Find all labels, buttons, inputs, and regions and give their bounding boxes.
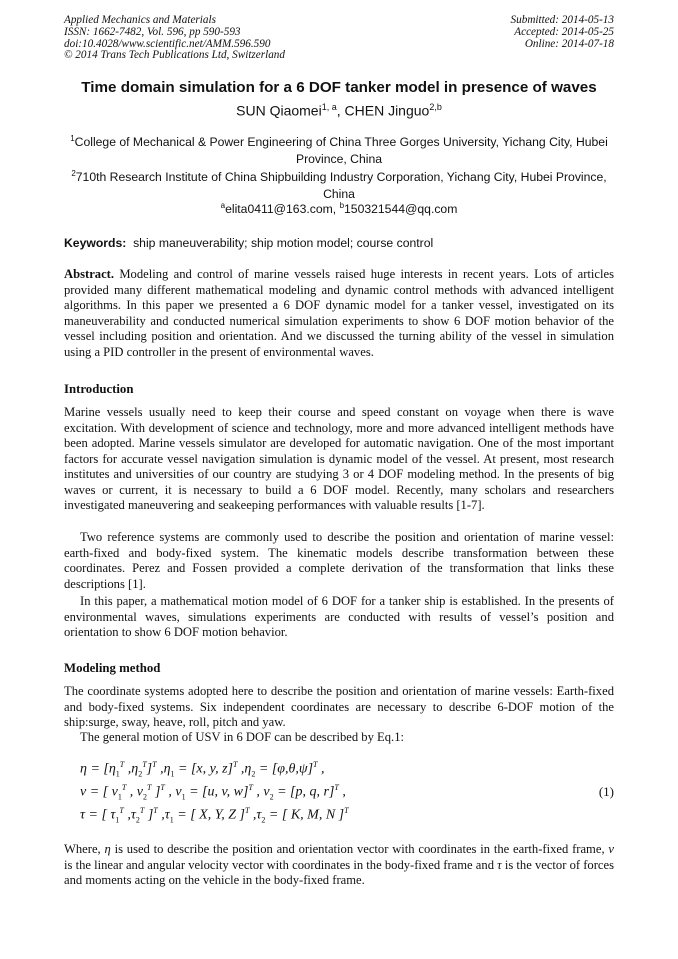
email-1: elita0411@163.com, [225,202,340,217]
eq-subscript: 2 [143,792,147,802]
explanation-text: is used to describe the position and orientation vector with coordinates in the earth-fixed frame, [110,842,609,856]
online-date: Online: 2014-07-18 [524,37,614,50]
eq-term: , [338,784,346,800]
equation-line-v [80,783,346,801]
equation-line-eta [80,760,325,778]
symbol-tau: τ [497,857,502,872]
eq-subscript: 1 [170,769,175,779]
eq-term: , v [252,784,270,800]
eq-subscript: 2 [138,769,143,779]
affiliation-2 [64,165,614,203]
section-heading-modeling: Modeling method [64,661,161,675]
eq-term: , [317,761,325,777]
eq-subscript: 1 [115,769,120,779]
eq-subscript: 1 [169,815,174,825]
explanation-text: is the linear and angular velocity vector with coordinates in the body-fixed frame and [64,857,498,872]
eq-superscript: T [232,760,238,769]
eq-term: = [x, y, z] [174,761,233,777]
keywords-text: ship maneuverability; ship motion model; course control [126,236,434,250]
eq-subscript: 1 [117,792,122,802]
journal-name: Applied Mechanics and Materials [64,14,216,26]
affiliation-1-mark: 1 [70,134,75,143]
author-1-affiliation-mark: 1, a [321,102,337,112]
author-1: SUN Qiaomei [236,102,322,119]
eq-symbol: η [80,761,87,777]
eq-term: , v [164,784,182,800]
eq-term: ,τ [249,807,262,823]
affiliation-1 [64,130,614,168]
eq-term: = [ v [86,784,118,800]
accepted-date: Accepted: 2014-05-25 [514,25,614,38]
eq-superscript: T [147,783,152,792]
eq-superscript: T [139,806,145,815]
author-2-affiliation-mark: 2,b [429,102,442,112]
keywords [64,236,433,250]
eq-term: ] [144,807,154,823]
affiliation-2-text: 710th Research Institute of China Shipbuilding Industry Corporation, Yichang City, Hubei Province, China [75,170,607,202]
eq-superscript: T [313,760,318,769]
paper-title: Time domain simulation for a 6 DOF tanker model in presence of waves [81,79,597,96]
eq-term: ,τ [157,807,170,823]
equation-number: (1) [598,784,614,799]
email-2: 150321544@qq.com [344,202,458,217]
journal-issn: ISSN: 1662-7482, Vol. 596, pp 590-593 [64,25,241,38]
eq-term: = [p, q, r] [273,784,335,800]
eq-subscript: 2 [269,792,274,802]
journal-copyright: © 2014 Trans Tech Publications Ltd, Switzerland [64,49,285,62]
eq-superscript: T [119,806,124,815]
author-emails [64,201,614,216]
modeling-paragraph-1: The coordinate systems adopted here to describe the position and orientation of marine vessels: Earth-fixed and body-fixed systems. Six independent coordinates are necessary to describe 6-DOF motion of the ship:surge, sway, heave, roll, pitch and yaw. [64,684,614,729]
journal-doi: doi:10.4028/www.scientific.net/AMM.596.590 [64,37,271,50]
eq-term: = [ X, Y, Z ] [173,807,245,823]
eq-superscript: T [121,783,127,792]
eq-subscript: 2 [135,815,140,825]
eq-symbol: v [80,784,87,800]
eq-superscript: T [142,760,147,769]
symbol-v: v [608,842,614,856]
introduction-paragraph-2: Two reference systems are commonly used to describe the position and orientation of marine vessel: earth-fixed and body-fixed system. The kinematic models describe transformation between these coordinates. Perez and Fossen provided a complete derivation of the transformation that links these descriptions [1]. [64,530,614,591]
eq-subscript: 2 [251,769,256,779]
abstract-label: Abstract. [64,267,115,281]
eq-superscript: T [244,806,250,815]
abstract-text: Modeling and control of marine vessels raised huge interests in recent years. Lots of articles provided many different mathematical modeling and dynamic control methods with advanced intelligent algorithms. In this paper we presented a 6 DOF dynamic model for a tanker vessel, investigated on its maneuverability and conducted numerical simulation experiments to show 6 DOF motion behavior of the vessel including position and orientation. And we discussed the turning ability of the vessel in simulation using a PID controller in the present of environmental waves. [64,267,614,359]
eq-term: = [η [86,761,116,777]
submitted-date: Submitted: 2014-05-13 [510,14,614,26]
keywords-label: Keywords: [64,236,127,250]
abstract [64,267,614,360]
eq-term: = [u, v, w] [185,784,249,800]
eq-superscript: T [344,806,349,815]
eq-superscript: T [119,760,125,769]
explanation-text: is the vector of forces and moments acting on the vehicle in the body-fixed frame. [64,857,614,887]
affiliation-2-mark: 2 [71,169,76,178]
email-1-mark: a [220,201,226,210]
eq-subscript: 2 [261,815,266,825]
eq-term: , v [126,784,143,800]
equation-line-tau [80,806,349,824]
journal-metadata [64,15,285,62]
eq-term: ,η [156,761,171,777]
eq-term: ,τ [123,807,136,823]
email-2-mark: b [339,201,345,210]
author-2: CHEN Jinguo [344,102,430,119]
eq-superscript: T [152,760,157,769]
modeling-paragraph-2: The general motion of USV in 6 DOF can be described by Eq.1: [80,730,404,744]
eq-subscript: 1 [181,792,186,802]
publication-dates [511,15,614,50]
eq-superscript: T [248,783,253,792]
introduction-paragraph-1: Marine vessels usually need to keep their course and speed constant on voyage when there is wave excitation. With development of science and technology, more and more advanced intelligent methods have been adopted. Marine vessels simulator are developed for automatic navigation. One of the most important factors for accurate vessel navigation simulation is dynamic model of the vessel. At present, most research institutes and universities of our country are studying 3 or 4 DOF modeling method. In the presents of big waves or current, it is necessary to build a 6 DOF model. Recently, many scholars and researchers investigated maneuvering and seakeeping performances with valuable results [1-7]. [64,405,614,512]
equation-1 [80,760,614,830]
section-heading-introduction: Introduction [64,382,134,396]
eq-superscript: T [153,806,158,815]
eq-term: ] [151,784,161,800]
author-list [40,102,638,119]
eq-term: ] [146,761,153,777]
eq-term: ,η [124,761,139,777]
author-separator: , [336,102,345,119]
eq-superscript: T [334,783,339,792]
eq-subscript: 1 [115,815,120,825]
eq-symbol: τ [80,807,86,823]
eq-term: = [φ,θ,ψ] [255,761,314,777]
symbol-eta: η [104,842,111,856]
introduction-paragraph-3: In this paper, a mathematical motion model of 6 DOF for a tanker ship is established. In the presents of environmental waves, simulations experiments are conducted with results of vessel’s position and orientation to show 6 DOF motion behavior. [64,594,614,639]
eq-term: = [ τ [85,807,116,823]
eq-term: = [ K, M, N ] [265,807,345,823]
eq-superscript: T [160,783,165,792]
explanation-text: Where, [64,842,105,856]
eq-term: ,η [237,761,252,777]
affiliation-1-text: College of Mechanical & Power Engineering of China Three Gorges University, Yichang City, Hubei Province, China [74,135,608,167]
equation-explanation-paragraph [64,842,614,889]
